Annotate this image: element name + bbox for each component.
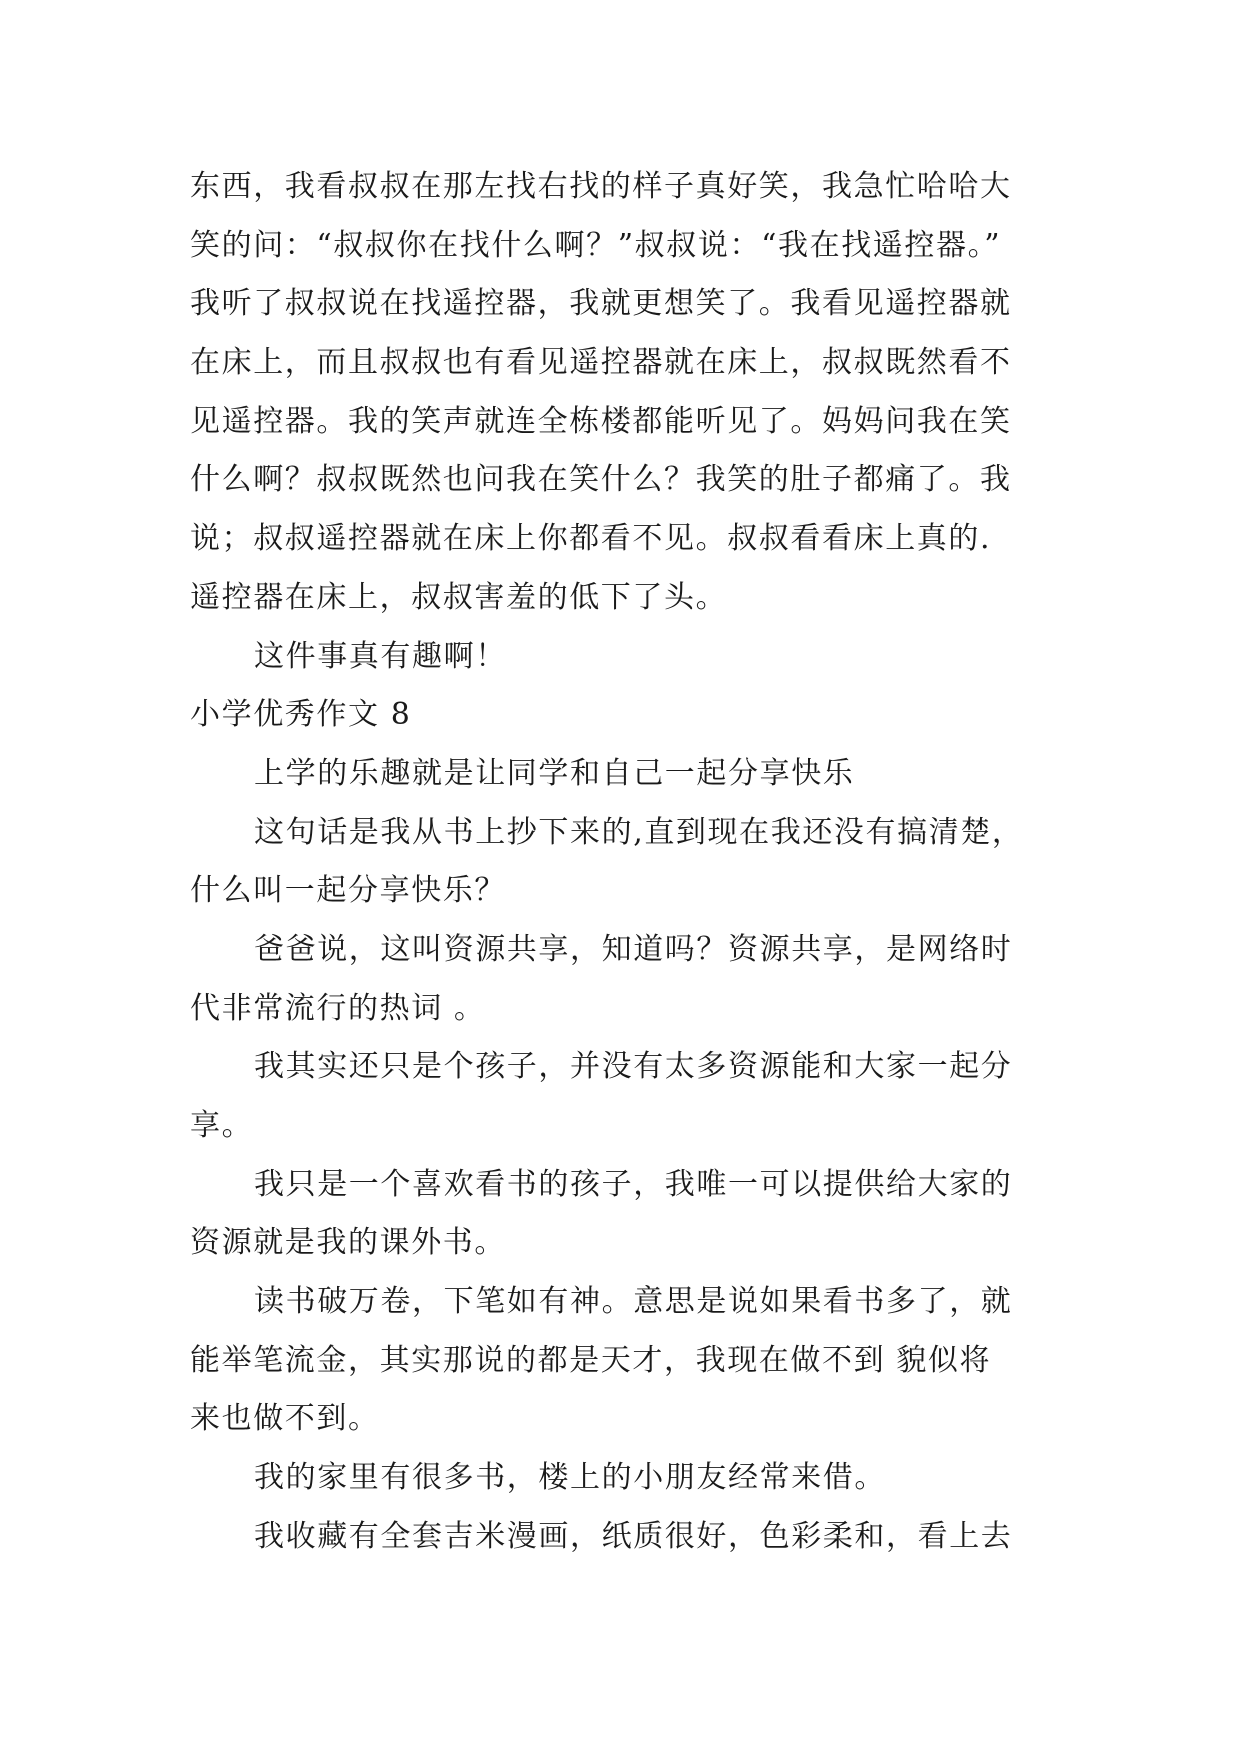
text-line: 我听了叔叔说在找遥控器，我就更想笑了。我看见遥控器就 — [190, 286, 1012, 322]
text-line: 上学的乐趣就是让同学和自己一起分享快乐 — [254, 755, 855, 791]
text-line: 遥控器在床上，叔叔害羞的低下了头。 — [190, 579, 728, 615]
text-line: 我收藏有全套吉米漫画，纸质很好，色彩柔和，看上去 — [254, 1518, 1013, 1554]
text-line: 这件事真有趣啊！ — [254, 638, 507, 674]
text-line: 代非常流行的热词 。 — [190, 990, 486, 1026]
text-line: 什么啊？叔叔既然也问我在笑什么？我笑的肚子都痛了。我 — [190, 462, 1012, 498]
text-line: 什么叫一起分享快乐？ — [190, 873, 506, 909]
text-line: 在床上，而且叔叔也有看见遥控器就在床上，叔叔既然看不 — [190, 345, 1012, 381]
text-line: 东西，我看叔叔在那左找右找的样子真好笑，我急忙哈哈大 — [190, 169, 1012, 204]
text-line: 爸爸说，这叫资源共享，知道吗？资源共享，是网络时 — [254, 931, 1013, 967]
document-body — [190, 158, 1070, 1567]
text-line: 说；叔叔遥控器就在床上你都看不见。叔叔看看床上真的. — [190, 521, 992, 557]
text-line: 资源就是我的课外书。 — [190, 1225, 506, 1261]
text-line: 能举笔流金，其实那说的都是天才，我现在做不到 貌似将 — [190, 1342, 992, 1378]
text-line: 我其实还只是个孩子，并没有太多资源能和大家一起分 — [254, 1049, 1013, 1085]
text-line: 我只是一个喜欢看书的孩子，我唯一可以提供给大家的 — [254, 1166, 1013, 1202]
text-line: 见遥控器。我的笑声就连全栋楼都能听见了。妈妈问我在笑 — [190, 403, 1012, 439]
text-line: 享。 — [190, 1108, 254, 1143]
text-line: 笑的问：“叔叔你在找什么啊？”叔叔说：“我在找遥控器。” — [190, 227, 1002, 263]
text-line: 这句话是我从书上抄下来的,直到现在我还没有搞清楚， — [254, 814, 1024, 850]
text-line: 读书破万卷，下笔如有神。意思是说如果看书多了，就 — [254, 1284, 1013, 1320]
text-line: 我的家里有很多书，楼上的小朋友经常来借。 — [254, 1460, 886, 1496]
text-line: 来也做不到。 — [190, 1401, 380, 1437]
section-heading: 小学优秀作文 8 — [190, 697, 412, 733]
